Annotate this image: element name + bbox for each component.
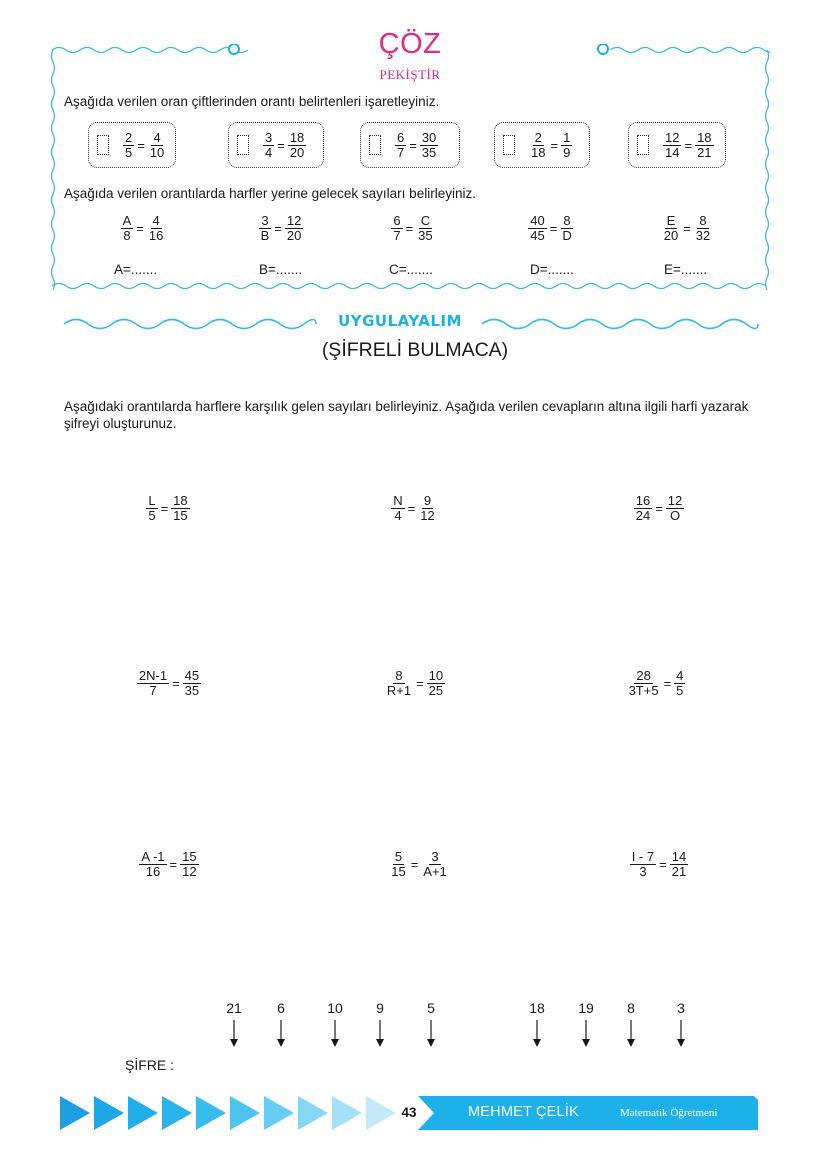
answer-number: 6 bbox=[277, 1000, 285, 1016]
arrow-down-icon bbox=[531, 1020, 543, 1048]
puzzle-equation: $\frac{L}{5}$ = $\frac{18}{15}$ bbox=[148, 493, 188, 523]
answer-blank[interactable]: D=....... bbox=[530, 262, 574, 277]
proportion-check-instruction: Aşağıda verilen oran çiftlerinden orantı belirtenleri işaretleyiniz. bbox=[64, 94, 440, 109]
author-role: Matematik Öğretmeni bbox=[620, 1107, 718, 1119]
ratio-pair[interactable]: $\frac{12}{14}$ = $\frac{18}{21}$ bbox=[628, 122, 726, 168]
puzzle-equation: $\frac{8}{R+1}$ = $\frac{10}{25}$ bbox=[386, 668, 444, 698]
answer-number: 3 bbox=[677, 1000, 685, 1016]
check-box[interactable] bbox=[369, 135, 381, 155]
ratio-pair[interactable]: $\frac{3}{4}$ = $\frac{18}{20}$ bbox=[228, 122, 324, 168]
puzzle-equation: $\frac{5}{15}$ = $\frac{3}{A+1}$ bbox=[391, 849, 447, 879]
answer-blank[interactable]: C=....... bbox=[389, 262, 433, 277]
puzzle-instruction: Aşağıdaki orantılarda harflere karşılık gelen sayıları belirleyiniz. Aşağıda verilen cevapların altına ilgili harfi yazarak şifreyi oluşturunuz. bbox=[64, 399, 749, 431]
ratio-pair[interactable]: $\frac{6}{7}$ = $\frac{30}{35}$ bbox=[360, 122, 460, 168]
answer-number: 19 bbox=[578, 1000, 594, 1016]
arrow-down-icon bbox=[425, 1020, 437, 1048]
ratio-pair[interactable]: $\frac{2}{5}$ = $\frac{4}{10}$ bbox=[88, 122, 176, 168]
answer-number: 18 bbox=[529, 1000, 545, 1016]
answer-number: 9 bbox=[376, 1000, 384, 1016]
check-box[interactable] bbox=[97, 135, 109, 155]
answer-blank[interactable]: B=....... bbox=[259, 262, 303, 277]
practice-box bbox=[50, 28, 770, 290]
answer-number: 8 bbox=[627, 1000, 635, 1016]
arrow-down-icon bbox=[675, 1020, 687, 1048]
missing-value-equation: $\frac{E}{20}$ = $\frac{8}{32}$ bbox=[663, 213, 711, 243]
puzzle-equation: $\frac{16}{24}$ = $\frac{12}{O}$ bbox=[635, 493, 683, 523]
author-name: MEHMET ÇELİK bbox=[468, 1104, 579, 1120]
puzzle-title: (ŞİFRELİ BULMACA) bbox=[321, 339, 509, 361]
answer-number: 21 bbox=[226, 1000, 242, 1016]
section-subtitle: PEKİŞTİR bbox=[379, 67, 441, 82]
check-box[interactable] bbox=[637, 135, 649, 155]
missing-value-equation: $\frac{3}{B}$ = $\frac{12}{20}$ bbox=[260, 213, 302, 243]
check-box[interactable] bbox=[237, 135, 249, 155]
puzzle-equation: $\frac{A -1}{16}$ = $\frac{15}{12}$ bbox=[141, 849, 197, 879]
arrow-down-icon bbox=[580, 1020, 592, 1048]
page-number: 43 bbox=[401, 1105, 417, 1120]
arrow-down-icon bbox=[275, 1020, 287, 1048]
check-box[interactable] bbox=[503, 135, 515, 155]
missing-value-equation: $\frac{A}{8}$ = $\frac{4}{16}$ bbox=[122, 213, 164, 243]
ratio-pair[interactable]: $\frac{2}{18}$ = $\frac{1}{9}$ bbox=[494, 122, 590, 168]
puzzle-equation: $\frac{N}{4}$ = $\frac{9}{12}$ bbox=[393, 493, 435, 523]
missing-value-instruction: Aşağıda verilen orantılarda harfler yerine gelecek sayıları belirleyiniz. bbox=[64, 186, 476, 201]
puzzle-equation: $\frac{28}{3T+5}$ = $\frac{4}{5}$ bbox=[628, 668, 684, 698]
arrow-down-icon bbox=[374, 1020, 386, 1048]
uygulayalim-title: UYGULAYALIM bbox=[338, 312, 462, 330]
section-title: ÇÖZ bbox=[378, 28, 442, 60]
missing-value-equation: $\frac{6}{7}$ = $\frac{C}{35}$ bbox=[393, 213, 433, 243]
puzzle-equation: $\frac{I - 7}{3}$ = $\frac{14}{21}$ bbox=[631, 849, 687, 879]
arrow-down-icon bbox=[228, 1020, 240, 1048]
answer-blank[interactable]: E=....... bbox=[664, 262, 708, 277]
arrow-down-icon bbox=[625, 1020, 637, 1048]
cipher-label: ŞİFRE : bbox=[125, 1057, 175, 1073]
puzzle-equation: $\frac{2N-1}{7}$ = $\frac{45}{35}$ bbox=[138, 668, 200, 698]
arrow-down-icon bbox=[329, 1020, 341, 1048]
answer-blank[interactable]: A=....... bbox=[114, 262, 158, 277]
answer-number: 5 bbox=[427, 1000, 435, 1016]
answer-number: 10 bbox=[327, 1000, 343, 1016]
missing-value-equation: $\frac{40}{45}$ = $\frac{8}{D}$ bbox=[530, 213, 572, 243]
